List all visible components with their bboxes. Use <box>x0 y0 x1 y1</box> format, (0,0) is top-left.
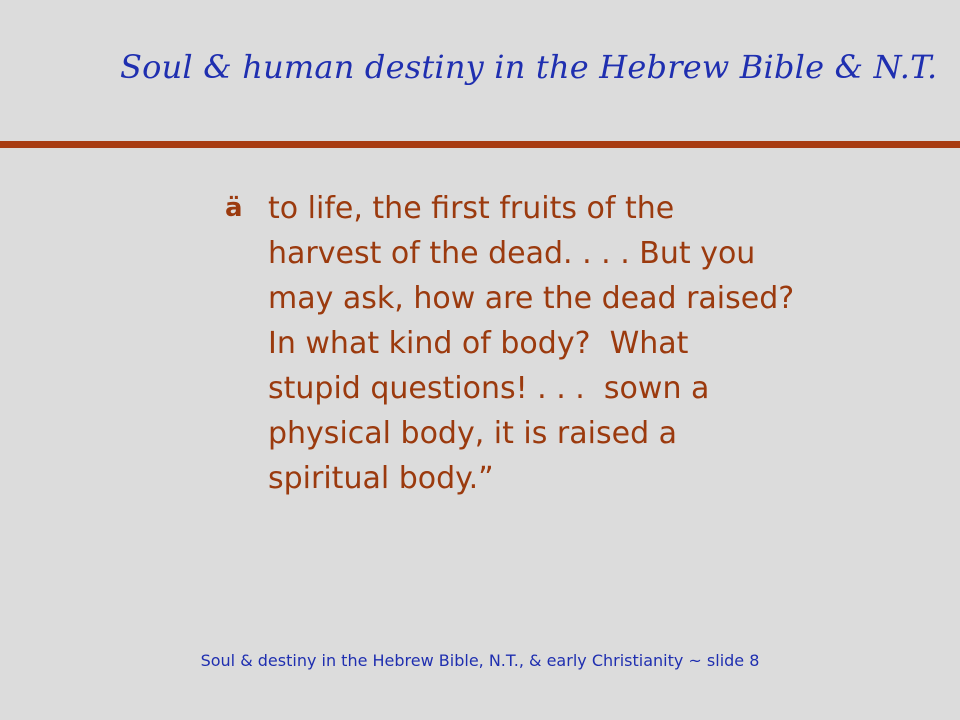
body-line: to life, the first fruits of the <box>268 191 675 226</box>
slide-footer: Soul & destiny in the Hebrew Bible, N.T., & early Christianity ~ slide 8 <box>200 651 760 670</box>
body-line: may ask, how are the dead raised? <box>268 281 795 316</box>
body-line: In what kind of body? What <box>268 326 689 361</box>
slide-title: Soul & human destiny in the Hebrew Bible & N.T. <box>120 48 938 86</box>
bullet-icon: ä <box>225 193 243 223</box>
body-line: physical body, it is raised a <box>268 416 678 451</box>
body-line: stupid questions! . . . sown a <box>268 371 710 406</box>
body-line: harvest of the dead. . . . But you <box>268 236 756 271</box>
slide-body <box>268 186 908 501</box>
body-line: spiritual body.” <box>268 461 494 496</box>
title-divider <box>0 141 960 148</box>
